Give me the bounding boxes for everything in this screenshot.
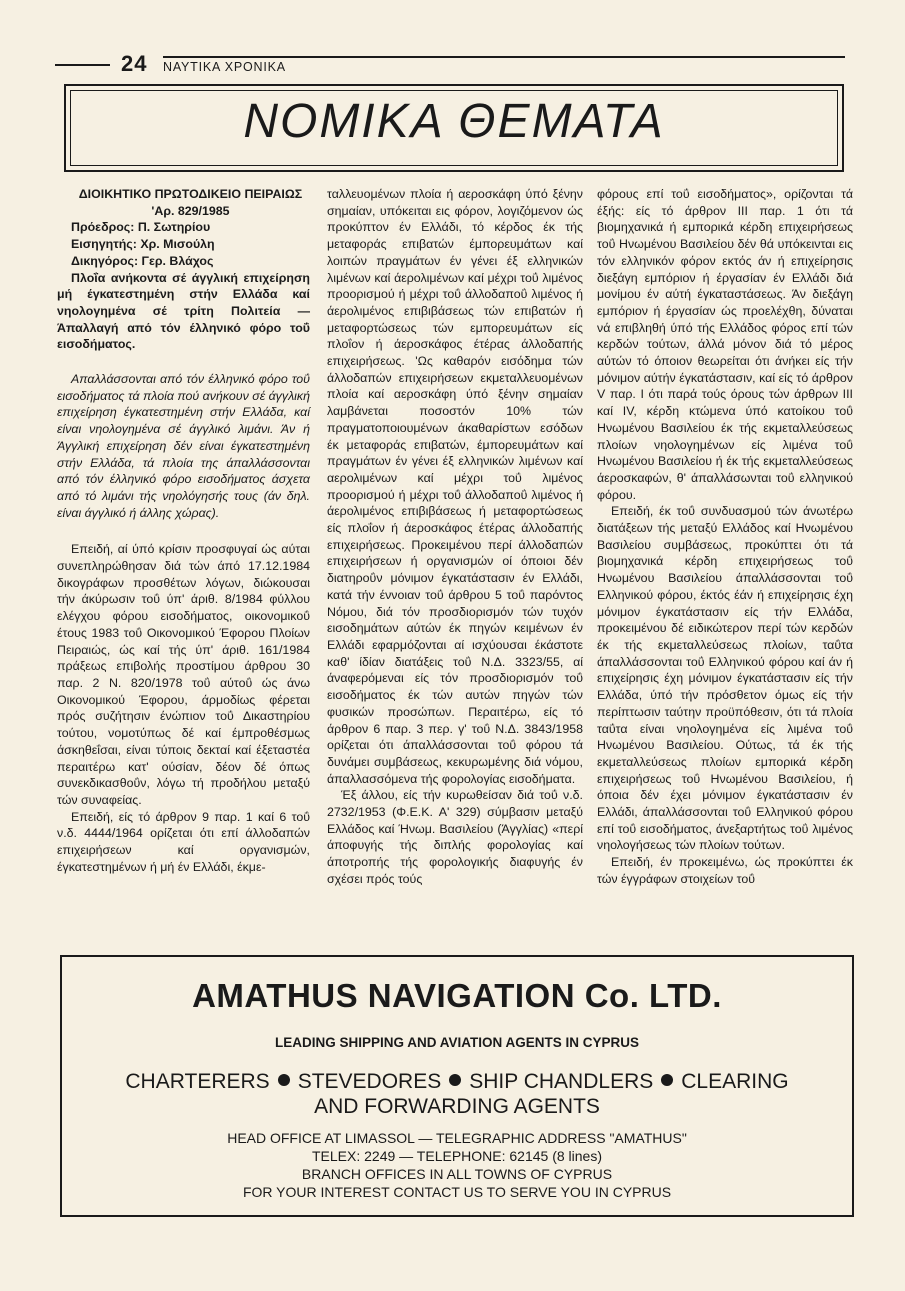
article-paragraph: Επειδή, αί ύπό κρίσιν προσφυγαί ώς αύται συνεπληρώθησαν διά τών άπό 17.12.1984 δικογράφων προσθέτων λόγων, διώκουσαι τήν άκύρωσιν τοΰ ύπ' άριθ. 8/1984 φύλλου ελέγχου φόρου εισοδήματος, οικονομικοΰ έτους 1983 τοΰ Οικονομικού Έφορου Πλοίων Πειραιώς, ώς καί τής ύπ' άριθ. 161/1984 πράξεως επιβολής προστίμου άρθρου 30 παρ. 2 Ν. 820/1978 τοΰ αύτοΰ ώς άνω Οικονομικού Έφορου, άρμοδίως φέρεται πρός συζήτησιν ένώπιον τοΰ Δικαστηρίου τούτου, νομοτύπως δέ καί έμπροθέσμως άσκηθεΐσαι, είναι τύποις δεκταί καί έξεταστέα περαιτέρω κατ' ούσίαν, δέον δέ όπως συνεκδικασθοΰν, λόγω τή προδήλου μεταξύ τών συναφείας. [57,542,310,807]
running-header [55,51,845,80]
article-paragraph: Επειδή, έκ τοΰ συνδυασμού τών άνωτέρω διατάξεων τής μεταξύ Ελλάδος καί Ηνωμένου Βασιλείου συμβάσεως, προκύπτει ότι τά βιομηχανικά κέρδη επιχειρήσεως τοΰ Ηνωμένου Βασιλείου άπαλλάσσονται τοΰ Ελληνικού φόρου, έκτός έάν ή επιχείρησις έχη μόνιμον έγκατάστασιν είς τήν Ελλάδα, προκειμένου δέ ειδικώτερον περί τών κερδών έκ τής εκμεταλλεύσεως πλοίων, ταΰτα άπαλλάσσονται τοΰ Ελληνικού φόρου καί άν ή επιχείρησις έχη μόνιμον έγκατάστασιν είς τήν Ελλάδα, ύπό τήν πρόσθετον όμως είς τήν περίπτωσιν ταύτην προϋπόθεσιν, ότι τά πλοία ταΰτα είναι νηολογημένα είς λιμένα τοΰ Ηνωμένου Βασιλείου. Ούτως, τά έκ τής εκμεταλλεύσεως πλοίων εμπορικά κέρδη επιχειρήσεως τοΰ Ηνωμένου Βασιλείου, ή όποια δέν έχει μόνιμον έγκατάστασιν έν Ελλάδι, άπαλλάσσονται τοΰ Ελληνικού φόρου επί τοΰ εισοδήματος, άνεξαρτήτως τοΰ λιμένος νηολογήσεως τών πλοίων τούτων. [597,504,853,853]
article-paragraph: φόρους επί τοΰ εισοδήματος», ορίζονται τά έξής: είς τό άρθρον III παρ. 1 ότι τά βιομηχανικά ή εμπορικά κέρδη επιχειρήσεως τοΰ Ηνωμένου Βασιλείου δέν θά υπόκεινται εις τόν ελληνικόν φόρον εκτός άν ή επιχείρησις διεξάγη εμπόριον ή έργασίαν έν Ελλάδι διά μονίμου έν αύτή έγκαταστάσεως. Άν διεξάγη εμπόριον ή έργασίαν ώς προελέχθη, δύναται νά επιβληθή ύπό τής Ελλάδος φόρος επί τών κερδών τούτων, άλλά μόνον διά τό μέρος αύτών τό όποιον θεωρείται ότι άνήκει είς τήν μόνιμον αύτήν έγκατάστασιν, καί είς τό άρθρον V παρ. Ι ότι παρά τούς όρους τών άρθρων ΙΙΙ καί IV, κέρδη κτώμενα ύπό κατοίκου τοΰ Ηνωμένου Βασιλείου έκ τής εκμεταλλεύσεως πλοίων νηολογημένων είς λιμένα τοΰ Ηνωμένου Βασιλείου ή έκ τής εκμεταλλεύσεως άεροσκαφών, θ' άπαλλάσωνται τοΰ ελληνικού φόρου. [597,187,853,502]
header-rule-left [55,64,110,66]
section-title: ΝΟΜΙΚΑ ΘΕΜΑΤΑ [243,95,665,148]
article-paragraph: Έξ άλλου, είς τήν κυρωθείσαν διά τοΰ ν.δ. 2732/1953 (Φ.Ε.Κ. Α' 329) σύμβασιν μεταξύ Ελλάδος καί Ήνωμ. Βασιλείου (Άγγλίας) «περί άποφυγής τής διπλής φορολογίας καί άποτροπής τής φορολογικής διαφυγής έν σχέσει πρός τούς [327,788,583,886]
section-banner [64,84,844,172]
ad-telex: TELEX: 2249 — TELEPHONE: 62145 (8 lines) [312,1148,602,1164]
ad-company-name: AMATHUS NAVIGATION Co. LTD. [192,977,722,1014]
ad-contact-block [62,1129,852,1201]
case-abstract: Απαλλάσσονται από τόν έλληνικό φόρο τοΰ εισοδήματος τά πλοία πού ανήκουν σέ άγγλική επιχείρηση έγκατεστημένη στήν Ελλάδα, καί είναι νηολογημένα σέ άγγλικό λιμάνι. Άν ή Άγγλική επιχείρηση δέν είναι έγκατεστημένη στήν Ελλάδα, τά πλοία της άπαλλάσσονται από τόν έλληνικό φόρο εισοδήματος άσχετα από τό λιμάνι τής νηολόγησής τους (άν δηλ. είναι άγγλικό ή άλλης χώρας). [57,372,310,520]
court-rapporteur: Εισηγητής: Χρ. Μισούλη [71,237,215,252]
page-number: 24 [121,51,148,76]
court-advocate: Δικηγόρος: Γερ. Βλάχος [71,253,214,268]
bullet-icon [661,1074,673,1086]
bullet-icon [278,1074,290,1086]
ad-branches: BRANCH OFFICES IN ALL TOWNS OF CYPRUS [301,1166,613,1182]
ad-contact: FOR YOUR INTEREST CONTACT US TO SERVE YOU IN CYPRUS [242,1184,672,1200]
article-paragraph: Επειδή, είς τό άρθρον 9 παρ. 1 καί 6 τοΰ ν.δ. 4444/1964 ορίζεται ότι επί άλλοδαπών επιχειρήσεων καί οργανισμών, έγκατεστημένων ή μή έν Ελλάδι, έκμε- [57,809,310,874]
case-summary: Πλοΐα ανήκοντα σέ άγγλική επιχείρηση μή έγκατεστημένη στήν Ελλάδα καί νηολογημένα σέ τρίτη Πολιτεία — Άπαλλαγή από τόν έλληνικό φόρο τοΰ εισοδήματος. [57,270,310,352]
ad-head-office: HEAD OFFICE AT LIMASSOL — TELEGRAPHIC ADDRESS "AMATHUS" [227,1130,687,1146]
article-paragraph: ταλλευομένων πλοία ή αεροσκάφη ύπό ξένην σημαίαν, υπόκειται εις φόρον, λογιζόμενον ώς προκύπτον έν Ελλάδι, τό κέρδος έκ τής μεταφοράς επιβατών έμπορευμάτων καί λοιπών πραγμάτων έν γένει έξ ελληνικών λιμένων καί άερολιμένων καί μέχρι τοΰ λιμένος προορισμού ή μέχρι τοΰ άλλοδαποΰ λιμένος ή άερολιμένος επιβιβάσεως τών επιβατών ή μεταφορτώσεως τών εμπορευμάτων είς πλοΐον ή άεροσκάφος έτέρας άλλοδαπής επιχειρήσεως. 'Ως καθαρόν εισόδημα τών άλλοδαπών επιχειρήσεων εκμεταλλευομένων πλοία καί αεροσκάφη ύπό ξένην σημαίαν λαμβάνεται ποσοστόν 10% τών πραγματοποιουμένων άκαθαρίστων εσόδων έκ μεταφοράς επιβατών, έμπορευμάτων καί πραγμάτων έν γένει έξ ελληνικών λιμένων καί αερολιμένων καί μέχρι τοΰ λιμένος προορισμού ή μέχρι τοΰ άλλοδαποΰ λιμένος ή άερολιμένος επιβιβάσεως ή μεταφορτώσεως είς πλοΐον ή άεροσκάφος έτέρας άλλοδαπής επιχειρήσεως. Προκειμένου περί άλλοδαπών επιχειρήσεων ή οργανισμών οί όποιοι δέν διατηροΰν μόνιμον έγκατάστασιν έν Ελλάδι, κατά τήν έννοιαν τοΰ άρθρου 5 τοΰ παρόντος Νόμου, διά τόν προσδιορισμόν τών τυχόν εισοδημάτων αύτών έκ πηγών κειμένων έν Ελλάδι εφαρμόζονται αί ισχύουσαι έκάστοτε καθ' ίδίαν διατάξεις τοΰ Ν.Δ. 3323/55, αί άναφερόμεναι είς τόν προσδιορισμόν τοΰ εισοδήματος έκ τών αυτών πηγών τών φυσικών προσώπων. Περαιτέρω, είς τό άρθρον 6 παρ. 3 περ. γ' τοΰ Ν.Δ. 3843/1958 ορίζεται ότι άπαλλάσσονται τοΰ φόρου τά δυνάμει συμβάσεως, κεκυρωμένης διά νόμου, άπαλλασσόμενα τής φορολογίας εισοδήματα. [327,187,583,786]
ad-service: CHARTERERS [125,1070,270,1093]
article-column-3 [597,186,853,888]
article-column-2 [327,186,583,888]
article-column-1 [57,186,310,875]
bullet-icon [449,1074,461,1086]
advertisement-box [60,955,854,1217]
case-number: 'Αρ. 829/1985 [151,203,230,218]
header-rule-right [163,56,845,58]
article-paragraph: Επειδή, έν προκειμένω, ώς προκύπτει έκ τών έγγράφων στοιχείων τοΰ [597,855,853,886]
court-name: ΔΙΟΙΚΗΤΙΚΟ ΠΡΩΤΟΔΙΚΕΙΟ ΠΕΙΡΑΙΩΣ [78,187,303,201]
ad-service: SHIP CHANDLERS [469,1070,654,1093]
ad-service: CLEARING [681,1070,789,1093]
ad-tagline: LEADING SHIPPING AND AVIATION AGENTS IN CYPRUS [274,1035,640,1050]
ad-service-line2: AND FORWARDING AGENTS [314,1095,600,1118]
magazine-name: ΝΑΥΤΙΚΑ ΧΡΟΝΙΚΑ [163,60,286,74]
court-president: Πρόεδρος: Π. Σωτηρίου [71,220,211,235]
ad-services [62,1069,852,1119]
ad-service: STEVEDORES [297,1070,442,1093]
